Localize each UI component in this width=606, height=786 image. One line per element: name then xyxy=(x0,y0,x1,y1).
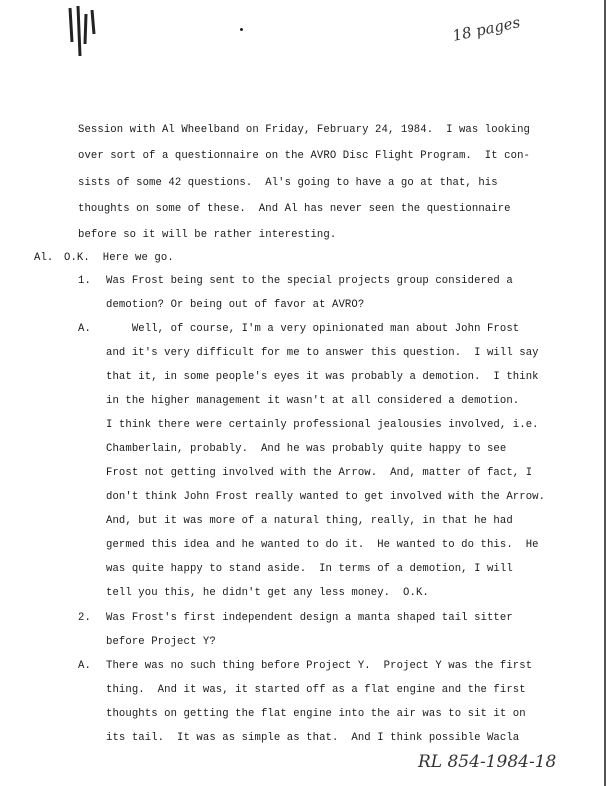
ink-smudge-mark xyxy=(64,4,104,62)
question-1-number: 1. xyxy=(78,275,91,287)
intro-line-1: Session with Al Wheelband on Friday, February 24, 1984. I was looking xyxy=(78,124,531,136)
answer-1-line-3: that it, in some people's eyes it was probably a demotion. I think xyxy=(106,371,539,383)
intro-line-5: before so it will be rather interesting. xyxy=(78,229,337,241)
answer-1-line-2: and it's very difficult for me to answer this question. I will say xyxy=(106,347,539,359)
answer-1-line-12: tell you this, he didn't get any less money. O.K. xyxy=(106,587,429,599)
answer-1-line-10: germed this idea and he wanted to do it. He wanted to do this. He xyxy=(106,539,539,551)
answer-2-line-2: thing. And it was, it started off as a flat engine and the first xyxy=(106,684,526,696)
answer-2-line-1: There was no such thing before Project Y. Project Y was the first xyxy=(106,660,533,672)
answer-1-line-8: don't think John Frost really wanted to get involved with the Arrow. xyxy=(106,491,546,503)
answer-2-label: A. xyxy=(78,660,91,672)
question-1-line-2: demotion? Or being out of favor at AVRO? xyxy=(106,299,365,311)
answer-1-line-9: And, but it was more of a natural thing, really, in that he had xyxy=(106,515,513,527)
speaker-al-label: Al. xyxy=(34,252,54,264)
intro-line-3: sists of some 42 questions. Al's going to have a go at that, his xyxy=(78,177,498,189)
question-2-number: 2. xyxy=(78,612,91,624)
answer-1-line-1: Well, of course, I'm a very opinionated man about John Frost xyxy=(106,323,520,335)
handwritten-page-count: 18 pages xyxy=(450,13,522,45)
answer-1-line-11: was quite happy to stand aside. In terms of a demotion, I will xyxy=(106,563,513,575)
answer-2-line-4: its tail. It was as simple as that. And I think possible Wacla xyxy=(106,732,520,744)
intro-line-2: over sort of a questionnaire on the AVRO Disc Flight Program. It con- xyxy=(78,150,531,162)
handwritten-reference-number: RL 854-1984-18 xyxy=(418,752,557,772)
question-1-line-1: Was Frost being sent to the special projects group considered a xyxy=(106,275,513,287)
answer-1-line-5: I think there were certainly professional jealousies involved, i.e. xyxy=(106,419,539,431)
answer-1-line-4: in the higher management it wasn't at all considered a demotion. xyxy=(106,395,520,407)
ink-dot xyxy=(240,28,243,31)
answer-1-label: A. xyxy=(78,323,91,335)
question-2-line-2: before Project Y? xyxy=(106,636,216,648)
intro-line-4: thoughts on some of these. And Al has never seen the questionnaire xyxy=(78,203,511,215)
answer-2-line-3: thoughts on getting the flat engine into the air was to sit it on xyxy=(106,708,526,720)
answer-1-line-6: Chamberlain, probably. And he was probably quite happy to see xyxy=(106,443,507,455)
question-2-line-1: Was Frost's first independent design a manta shaped tail sitter xyxy=(106,612,513,624)
answer-1-line-7: Frost not getting involved with the Arrow. And, matter of fact, I xyxy=(106,467,533,479)
al-intro-text: O.K. Here we go. xyxy=(64,252,174,264)
